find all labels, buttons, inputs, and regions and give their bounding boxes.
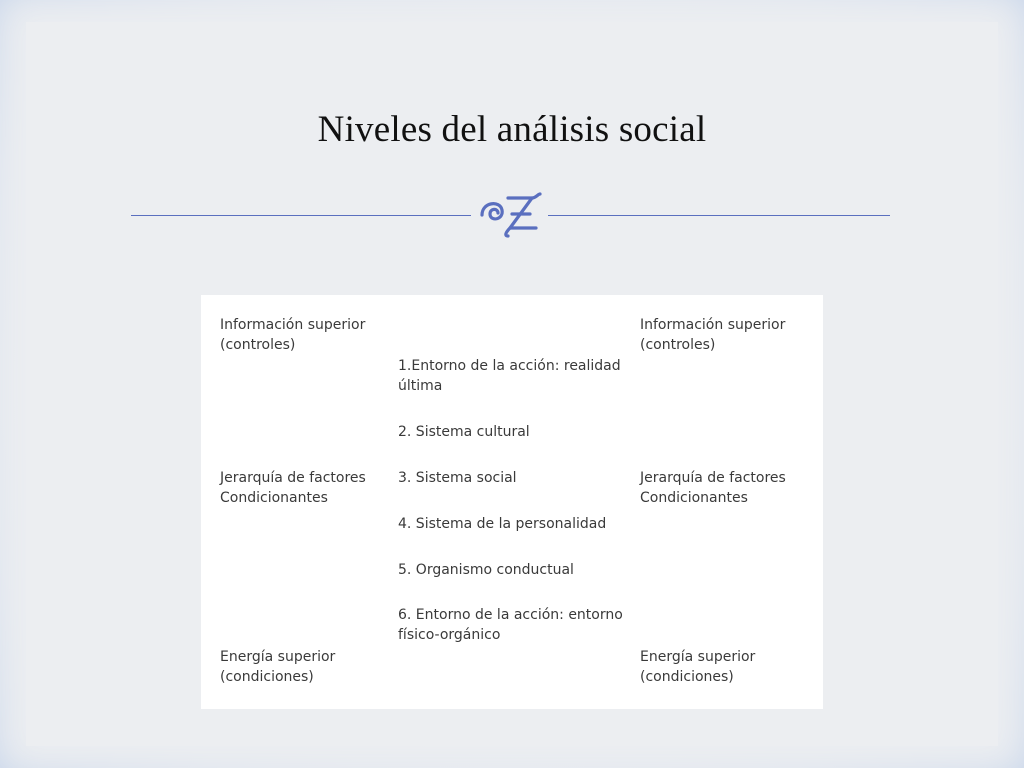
level-3-item: 3. Sistema social	[398, 470, 517, 486]
flourish-icon	[474, 190, 546, 240]
left-middle-label: Jerarquía de factores Condicionantes	[220, 470, 366, 506]
level-1-item: 1.Entorno de la acción: realidad última	[398, 358, 621, 394]
right-middle-label: Jerarquía de factores Condicionantes	[640, 470, 786, 506]
level-6-item: 6. Entorno de la acción: entorno físico-orgánico	[398, 607, 623, 643]
right-bottom-label: Energía superior (condiciones)	[640, 649, 756, 685]
right-top-label: Información superior (controles)	[640, 317, 786, 353]
title-divider-right	[548, 215, 890, 216]
slide-title: Niveles del análisis social	[317, 109, 707, 150]
level-2-item: 2. Sistema cultural	[398, 424, 530, 440]
level-4-item: 4. Sistema de la personalidad	[398, 516, 607, 532]
left-top-label: Información superior (controles)	[220, 317, 366, 353]
left-bottom-label: Energía superior (condiciones)	[220, 649, 336, 685]
level-5-item: 5. Organismo conductual	[398, 562, 574, 578]
title-divider-left	[131, 215, 471, 216]
cybernetic-hierarchy-figure	[201, 295, 823, 709]
